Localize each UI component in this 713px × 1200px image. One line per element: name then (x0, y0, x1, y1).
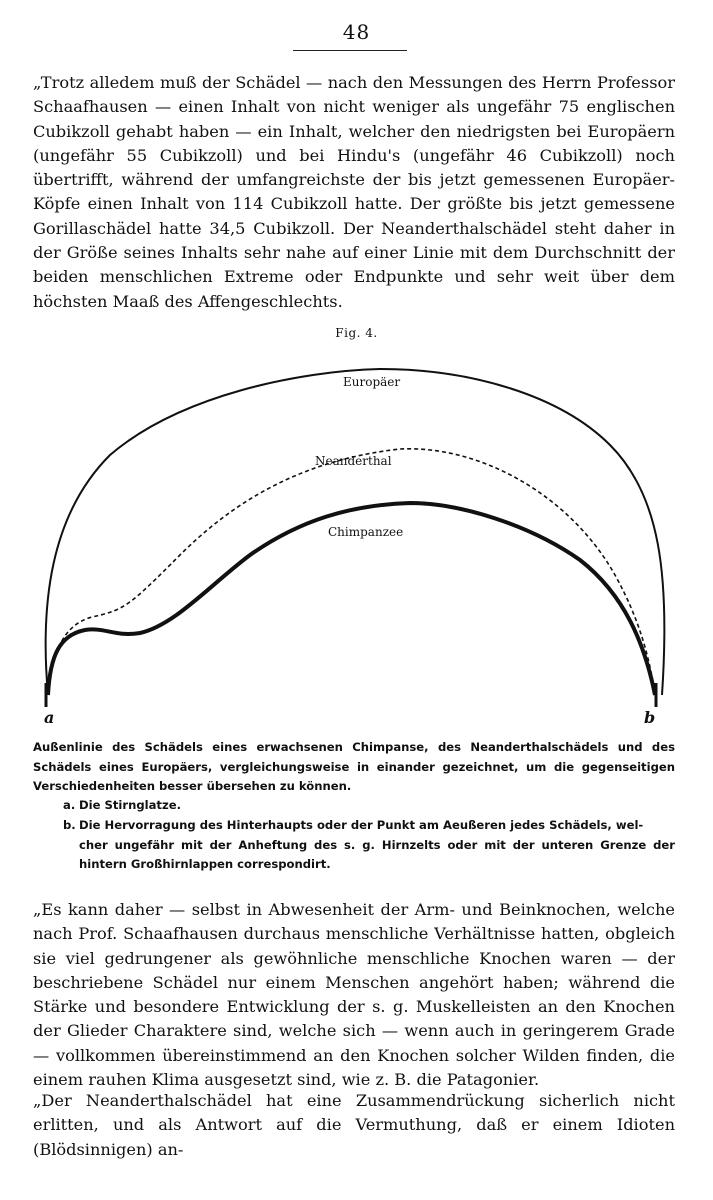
point-b-label: b (644, 708, 656, 725)
neanderthal-curve (48, 449, 655, 695)
note-b-continuation: cher ungefähr mit der Anheftung des s. g. Hirnzelts oder mit der unteren Grenze der hintern Großhirnlappen correspondirt. (79, 837, 675, 871)
point-a-label: a (44, 708, 55, 725)
caption-note-a (63, 796, 675, 816)
paragraph-1: „Trotz alledem muß der Schädel — nach den Messungen des Herrn Professor Schaafhausen — einen Inhalt von nicht weniger als ungefähr 75 englischen Cubikzoll gehabt haben — ein Inhalt, welcher den niedrigsten bei Europäern (ungefähr 55 Cubikzoll) und bei Hindu's (ungefähr 46 Cubikzoll) noch übertrifft, während der umfangreichste der bis jetzt gemessenen Europäer-Köpfe einen Inhalt von 114 Cubikzoll hatte. Der größte bis jetzt gemessene Gorillaschädel hatte 34,5 Cubikzoll. Der Neanderthalschädel steht daher in der Größe seines Inhalts sehr nahe auf einer Linie mit dem Durchschnitt der beiden menschlichen Extreme oder Endpunkte und sehr weit über dem höchsten Maaß des Affengeschlechts. (33, 73, 675, 311)
page-number: 48 (342, 20, 371, 44)
label-chimpanzee: Chimpanzee (328, 525, 404, 539)
skull-outline-figure (0, 355, 713, 725)
note-b-line-1: Die Hervorragung des Hinterhaupts oder der Punkt am Aeußeren jedes Schädels, wel- (79, 818, 644, 832)
note-a-text: Die Stirnglatze. (79, 798, 181, 812)
figure-caption: Außenlinie des Schädels eines erwachsenen Chimpanse, des Neanderthalschädels und des Schädels eines Europäers, vergleichungsweise in einander gezeichnet, um die gegenseitigen Verschiedenheiten besser übersehen zu können. (33, 740, 675, 793)
figure-label: Fig. 4. (335, 326, 378, 340)
paragraph-2: „Es kann daher — selbst in Abwesenheit der Arm- und Beinknochen, welche nach Prof. Schaafhausen durchaus menschliche Verhältnisse hatten, obgleich sie viel gedrungener als gewöhnliche menschliche Knochen waren — der beschriebene Schädel nur einem Menschen angehört haben; während die Stärke und besondere Entwicklung der s. g. Muskelleisten an den Knochen der Glieder Charaktere sind, welche sich — wenn auch in geringerem Grade — vollkommen übereinstimmend an den Knochen solcher Wilden finden, die einem rauhen Klima ausgesetzt sind, wie z. B. die Patagonier. (33, 900, 675, 1090)
label-neanderthal: Neanderthal (315, 454, 392, 468)
paragraph-3: „Der Neanderthalschädel hat eine Zusammendrückung sicherlich nicht erlitten, und als Antwort auf die Vermuthung, daß er einem Idioten (Blödsinnigen) an- (33, 1091, 675, 1159)
label-europaeer: Europäer (343, 375, 401, 389)
caption-note-b (63, 816, 675, 875)
note-a-marker: a. (63, 798, 76, 812)
header-rule (293, 50, 407, 51)
note-b-marker: b. (63, 818, 76, 832)
